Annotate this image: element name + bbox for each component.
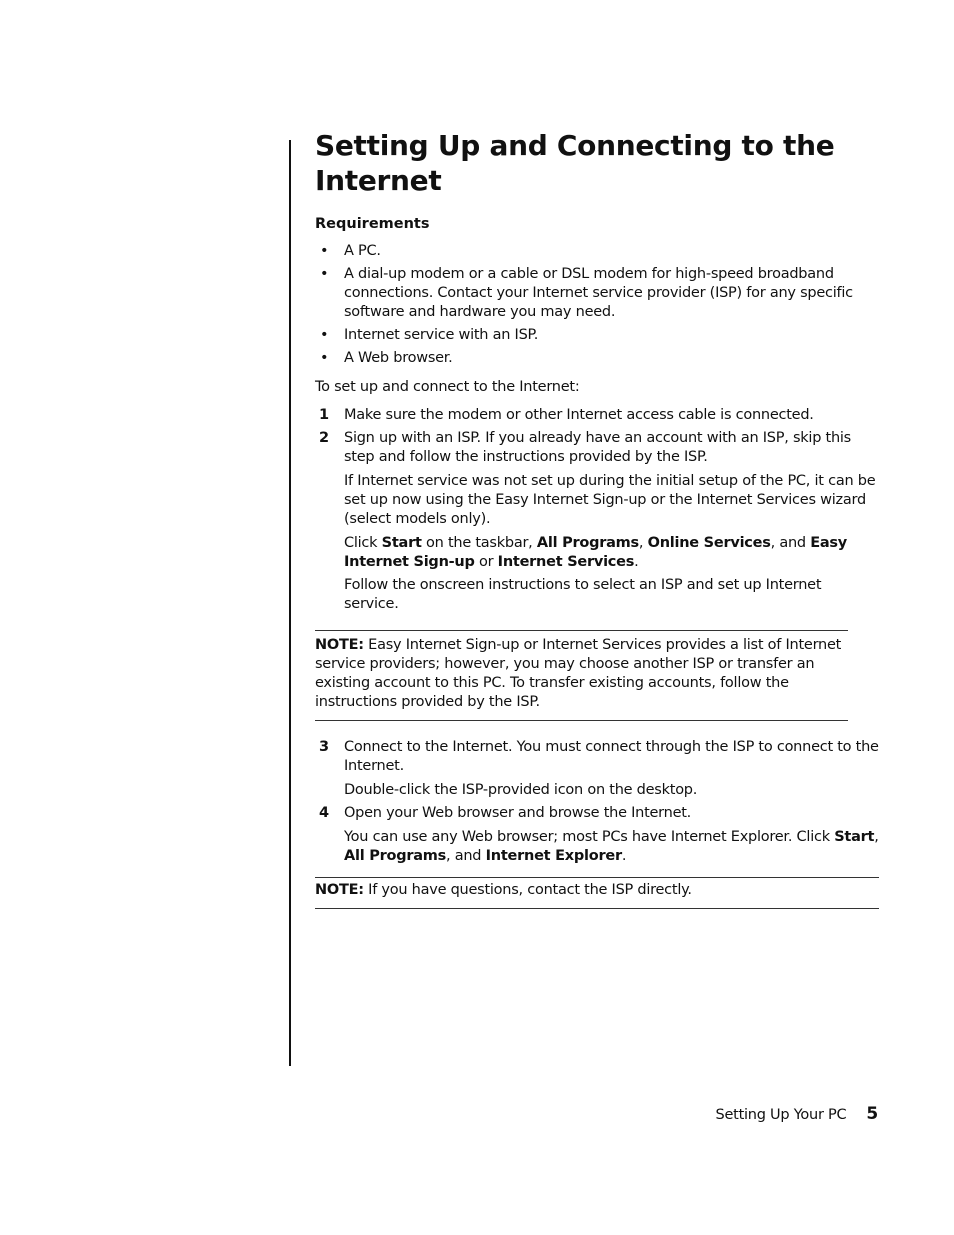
steps-list-part1 bbox=[315, 406, 880, 614]
requirements-heading: Requirements bbox=[315, 216, 430, 232]
steps-intro: To set up and connect to the Internet: bbox=[315, 379, 580, 395]
step-detail: Follow the onscreen instructions to select an ISP and set up Internet service. bbox=[344, 577, 822, 612]
bullet-icon: • bbox=[320, 266, 329, 282]
step-text: Connect to the Internet. You must connect through the ISP to connect to the Internet. bbox=[344, 739, 879, 774]
note-label: NOTE: bbox=[315, 637, 364, 653]
bullet-icon: • bbox=[320, 327, 329, 343]
step-text: Make sure the modem or other Internet access cable is connected. bbox=[344, 407, 814, 423]
step-number: 4 bbox=[319, 805, 329, 821]
ui-term: Internet Explorer bbox=[485, 848, 622, 864]
ui-term: All Programs bbox=[536, 535, 639, 551]
note-box bbox=[315, 877, 879, 909]
requirement-item: • A dial-up modem or a cable or DSL modem for high-speed broadband connections. Contact your Internet service provider (ISP) for any specific software and hardware you may need. bbox=[320, 266, 853, 320]
step-detail: Click Start on the taskbar, All Programs, Online Services, and Easy Internet Sign-up or Internet Services. bbox=[344, 535, 847, 570]
step-text: Open your Web browser and browse the Internet. bbox=[344, 805, 692, 821]
step-text: Sign up with an ISP. If you already have an account with an ISP, skip this step and follow the instructions provided by the ISP. bbox=[344, 430, 851, 465]
steps-list-part2 bbox=[315, 738, 880, 866]
page-title: Setting Up and Connecting to the Internet bbox=[315, 129, 835, 197]
ui-term: Internet Services bbox=[497, 554, 635, 570]
page-number: 5 bbox=[866, 1104, 878, 1124]
footer-section-title: Setting Up Your PC bbox=[715, 1107, 847, 1123]
step-number: 2 bbox=[319, 430, 329, 446]
requirements-list bbox=[315, 242, 880, 368]
ui-term: Easy Internet Sign-up bbox=[344, 535, 847, 570]
step-detail: Double-click the ISP-provided icon on the desktop. bbox=[344, 782, 698, 798]
step-item bbox=[315, 406, 880, 425]
ui-term: Start bbox=[834, 829, 875, 845]
step-number: 3 bbox=[319, 739, 329, 755]
note-label: NOTE: bbox=[315, 882, 364, 898]
step-detail: If Internet service was not set up during the initial setup of the PC, it can be set up now using the Easy Internet Sign-up or the Internet Services wizard (select models only). bbox=[344, 473, 876, 527]
page-footer bbox=[716, 1105, 878, 1125]
page-content bbox=[315, 128, 880, 909]
bullet-icon: • bbox=[320, 243, 329, 259]
step-detail: You can use any Web browser; most PCs have Internet Explorer. Click Start, All Programs, and Internet Explorer. bbox=[344, 829, 879, 864]
requirement-item: • Internet service with an ISP. bbox=[320, 327, 539, 343]
step-item bbox=[315, 429, 880, 614]
ui-term: Start bbox=[381, 535, 422, 551]
step-item bbox=[315, 804, 880, 866]
requirement-item: • A Web browser. bbox=[320, 350, 453, 366]
step-item bbox=[315, 738, 880, 800]
note-box bbox=[315, 630, 848, 721]
bullet-icon: • bbox=[320, 350, 329, 366]
step-number: 1 bbox=[319, 407, 329, 423]
requirement-item: • A PC. bbox=[320, 243, 381, 259]
vertical-margin-rule bbox=[289, 140, 291, 1066]
note-text: If you have questions, contact the ISP directly. bbox=[363, 882, 692, 898]
ui-term: Online Services bbox=[647, 535, 771, 551]
note-text: Easy Internet Sign-up or Internet Services provides a list of Internet service providers; however, you may choose another ISP or transfer an existing account to this PC. To transfer existing accounts, follow the instructions provided by the ISP. bbox=[315, 637, 842, 710]
ui-term: All Programs bbox=[344, 848, 447, 864]
